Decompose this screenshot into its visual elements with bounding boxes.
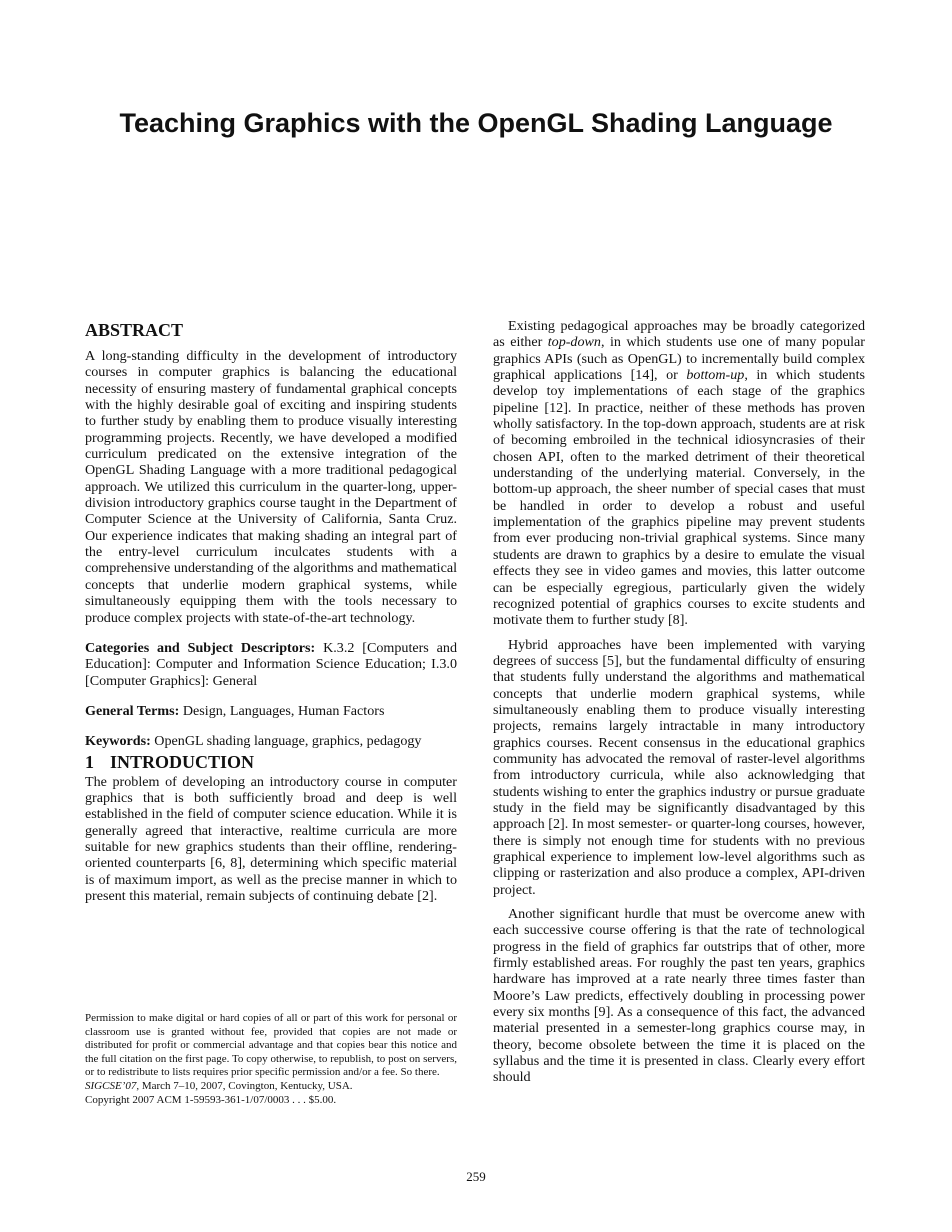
body-paragraph-hybrid: Hybrid approaches have been implemented with varying degrees of success [5], but the fundamental difficulty of ensuring that students fully understand the algorithms and mathematical concepts that underlie modern graphical systems, while simultaneously enabling them to produce visually interesting projects, remains largely intractable in many introductory graphics courses. Recent consensus in the educational graphics community has advocated the removal of raster-level algorithms from introductory curricula, while also acknowledging that students wishing to enter the graphics industry or pursue graduate study in the field may be significantly disadvantaged by this approach [2]. In most semester- or quarter-long courses, however, there is simply not enough time for students with no previous graphical experience to implement low-level algorithms such as clipping or rasterization and also produce a complex, API-driven project.: [493, 636, 865, 898]
conference-name: SIGCSE’07,: [85, 1079, 140, 1092]
body-paragraph-approaches: [493, 318, 865, 629]
abstract-heading: ABSTRACT: [85, 320, 184, 340]
text-span: , in which students develop toy implementations of each stage of the graphics pipeline [12]. In practice, neither of these methods has proven wholly satisfactory. In the top-down approach, students are at risk of becoming embroiled in the technical idiosyncrasies of their chosen API, often to the marked detriment of their theoretical understanding of the underlying material. Conversely, in the bottom-up approach, the sheer number of special cases that must be handled in order to develop a robust and useful implementation of the graphics pipeline may prevent students from ever producing non-trivial graphical systems. Since many students are drawn to graphics by a desire to emulate the visual effects they see in video games and movies, this latter outcome can be especially egregious, particularly given the widely recognized potential of graphics courses to excite students and motivate them to further study [8].: [493, 367, 866, 629]
body-paragraph-hurdle: Another significant hurdle that must be overcome anew with each successive course offering is that the rate of technological progress in the field of graphics far outstrips that of other, more firmly established areas. For roughly the past ten years, graphics hardware has improved at a rate nearly three times faster than Moore’s Law predicts, effectively doubling in processing power every six months [9]. As a consequence of this fact, the advanced material presented in a semester-long graphics course may, in theory, become obsolete between the time it is placed on the syllabus and the time it is presented in class. Clearly every effort should: [493, 906, 865, 1086]
permission-notice: [85, 1012, 457, 1107]
general-terms-paragraph: [85, 703, 457, 719]
page-number: 259: [466, 1169, 486, 1184]
emphasis-bottom-up: bottom-up: [686, 367, 745, 384]
introduction-text: The problem of developing an introductory course in computer graphics that is both sufficiently broad and deep is well established in the field of computer science education. While it is generally agreed that interactive, realtime curricula are more suitable for new graphics students than their offline, rendering-oriented counterparts [6, 8], determining which specific material is of maximum import, as well as the precise manner in which to present this material, remain subjects of continuing debate [2].: [85, 773, 457, 904]
paper-title: Teaching Graphics with the OpenGL Shading Language: [119, 108, 833, 138]
categories-label: Categories and Subject Descriptors:: [85, 639, 316, 656]
categories-paragraph: [85, 640, 457, 689]
emphasis-top-down: top-down: [547, 334, 601, 351]
introduction-heading: [85, 750, 457, 774]
general-terms-label: General Terms:: [85, 702, 180, 719]
keywords-text: OpenGL shading language, graphics, pedagogy: [154, 733, 422, 750]
permission-text: Permission to make digital or hard copies of all or part of this work for personal or classroom use is granted without fee, provided that copies are not made or distributed for profit or commercial advantage and that copies bear this notice and the full citation on the first page. To copy otherwise, to republish, to post on servers, or to redistribute to lists requires prior specific permission and/or a fee. So there.: [85, 1012, 457, 1079]
right-column: [493, 318, 865, 1086]
text-span: Existing pedagogical approaches may be broadly categorized as either: [493, 318, 865, 351]
general-terms-text: Design, Languages, Human Factors: [182, 702, 385, 719]
abstract-text: A long-standing difficulty in the development of introductory courses in computer graphics is balancing the educational necessity of ensuring mastery of fundamental graphical concepts with the highly desirable goal of exciting and inspiring students to further study by enabling them to produce visually interesting programming projects. Recently, we have developed a modified curriculum predicated on the extensive integration of the OpenGL Shading Language with a more traditional pedagogical approach. We utilized this curriculum in the quarter-long, upper-division introductory graphics course taught in the Department of Computer Science at the University of California, Santa Cruz. Our experience indicates that making shading an integral part of the entry-level curriculum inculcates students with a comprehensive understanding of the algorithms and mathematical concepts that underlie modern graphical systems, while simultaneously equipping them with the tools necessary to produce complex projects with state-of-the-art technology.: [85, 348, 457, 626]
keywords-paragraph: [85, 733, 457, 749]
section-number: 1: [85, 751, 94, 772]
categories-text: K.3.2 [Computers and Education]: Computer and Information Science Education; I.3.0 [Computer Graphics]: General: [85, 639, 457, 689]
text-span: , in which students use one of many popular graphics APIs (such as OpenGL) to incrementally build complex graphical applications [14], or: [493, 334, 865, 384]
conference-details: March 7–10, 2007, Covington, Kentucky, USA.: [139, 1079, 353, 1092]
conference-line: [85, 1080, 457, 1094]
section-title: INTRODUCTION: [110, 751, 255, 772]
keywords-label: Keywords:: [85, 733, 151, 750]
left-column: [85, 318, 457, 904]
copyright-line: Copyright 2007 ACM 1-59593-361-1/07/0003 . . . $5.00.: [85, 1093, 337, 1106]
